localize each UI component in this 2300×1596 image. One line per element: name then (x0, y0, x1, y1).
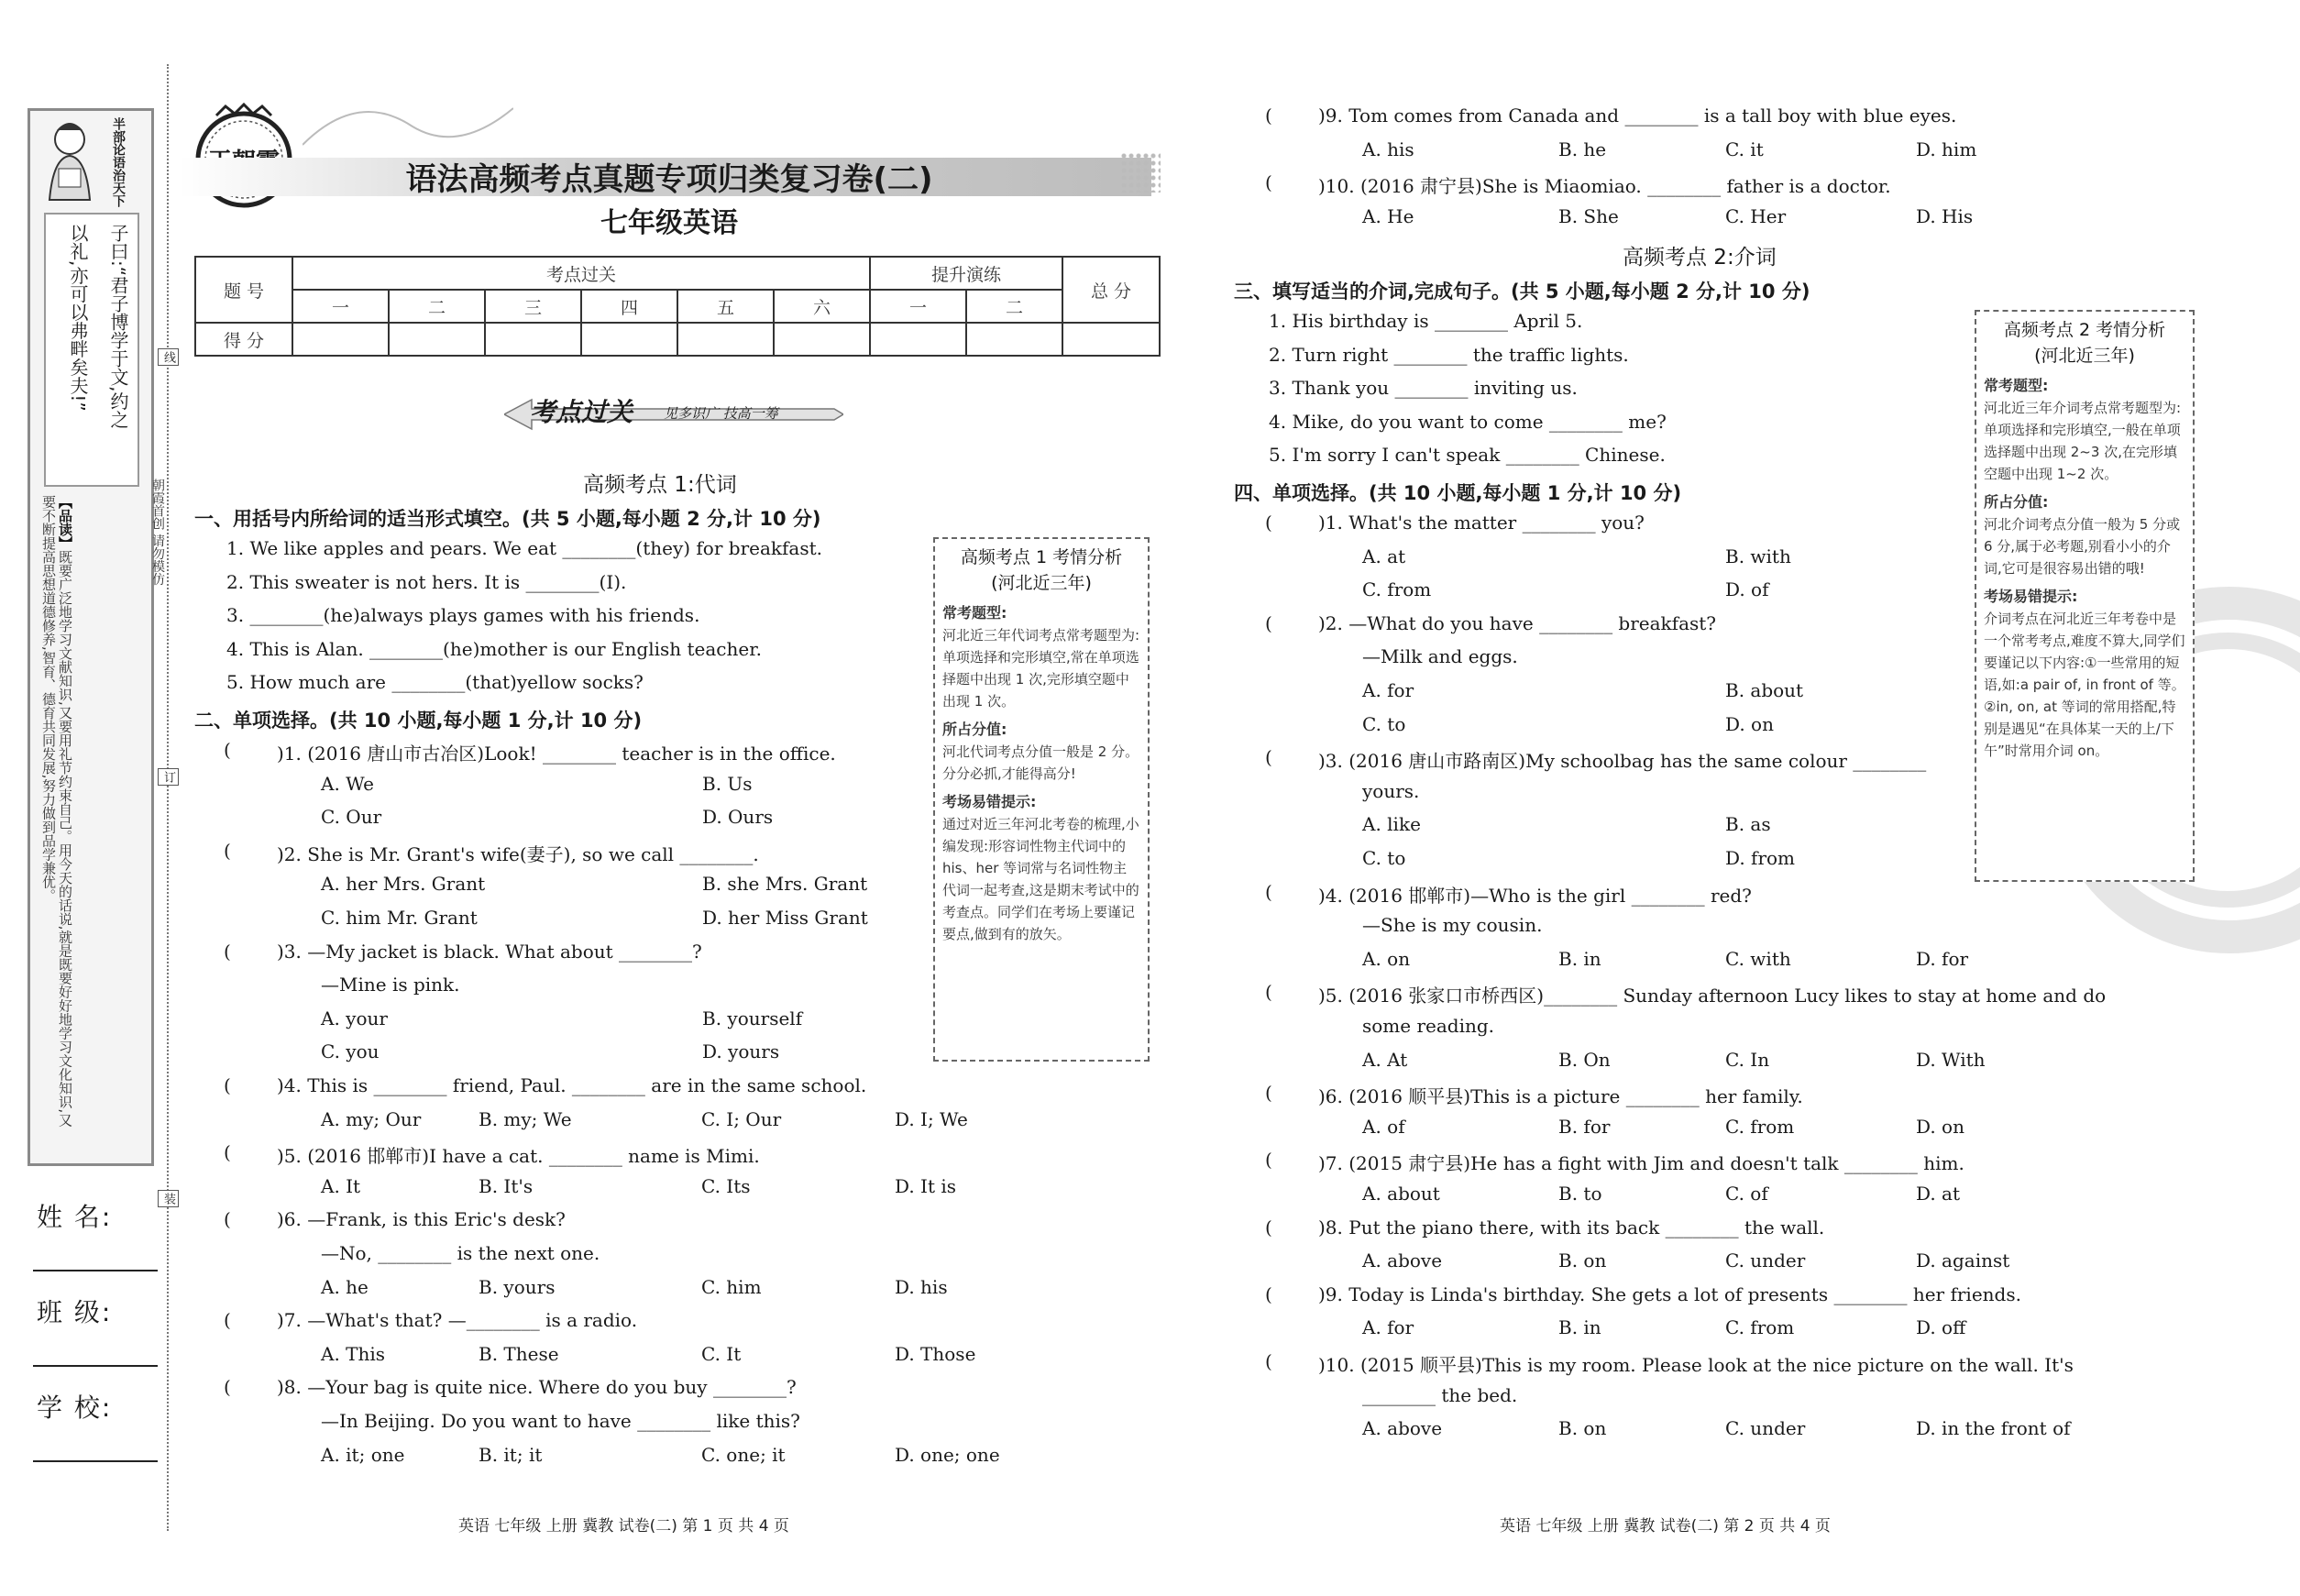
answer-paren-open: ( (1265, 880, 1272, 903)
option-a[interactable]: A. on (1362, 947, 1411, 970)
tip-box-topic1 (933, 537, 1150, 1062)
option-a[interactable]: A. This (321, 1342, 386, 1365)
score-cell[interactable] (1062, 323, 1160, 356)
option-b[interactable]: B. yourself (702, 1007, 803, 1029)
question-stem: )10. (2016 肃宁县)She is Miaomiao. ________ father is a doctor. (1318, 175, 1891, 198)
option-c[interactable]: C. under (1725, 1417, 1806, 1440)
question-stem: )8. Put the piano there, with its back ________ the wall. (1318, 1216, 1825, 1238)
option-a[interactable]: A. about (1362, 1183, 1440, 1205)
option-d[interactable]: D. in the front of (1916, 1417, 2071, 1440)
question-stem: )7. (2015 肃宁县)He has a fight with Jim and doesn't talk ________ him. (1318, 1152, 1964, 1175)
class-line[interactable] (33, 1365, 158, 1367)
fill-item: 2. Turn right ________ the traffic lights. (1269, 343, 1629, 366)
footer-page-2: 英语 七年级 上册 冀教 试卷(二) 第 2 页 共 4 页 (1500, 1517, 1831, 1535)
option-c[interactable]: C. to (1362, 847, 1406, 869)
option-b[interactable]: B. on (1558, 1417, 1607, 1440)
question-stem: )10. (2015 顺平县)This is my room. Please look at the nice picture on the wall. It's (1318, 1354, 2074, 1376)
answer-paren-open: ( (1265, 746, 1272, 769)
option-c[interactable]: C. Its (701, 1174, 751, 1197)
section2-heading: 二、单项选择。(共 10 小题,每小题 1 分,计 10 分) (194, 710, 643, 732)
section3-heading: 三、填写适当的介词,完成句子。(共 5 小题,每小题 2 分,计 10 分) (1234, 281, 1810, 303)
answer-blank[interactable] (1276, 1149, 1324, 1172)
answer-paren-open: ( (224, 1376, 231, 1399)
banner-side: 见多识广 技高一筹 (664, 405, 778, 422)
name-label: 姓 名: (37, 1202, 113, 1232)
option-b[interactable]: B. about (1725, 679, 1804, 701)
col-5: 五 (677, 290, 774, 323)
fill-item: 5. I'm sorry I can't speak ________ Chinese. (1269, 444, 1666, 467)
option-a[interactable]: A. It (321, 1174, 361, 1197)
col-4: 四 (581, 290, 677, 323)
option-b[interactable]: B. in (1558, 947, 1601, 970)
option-b[interactable]: B. on (1558, 1249, 1607, 1272)
option-a[interactable]: A. At (1362, 1048, 1408, 1071)
question-line2: —Milk and eggs. (1362, 645, 1518, 668)
question-stem: )3. (2016 唐山市路南区)My schoolbag has the same colour ________ (1318, 750, 1927, 773)
answer-blank[interactable] (1276, 612, 1324, 636)
option-b[interactable]: B. She (1558, 204, 1619, 227)
total-label: 总 分 (1062, 257, 1160, 323)
tip1-title-2: (河北近三年) (991, 573, 1092, 593)
option-d[interactable]: D. against (1916, 1249, 2010, 1272)
topic1-title: 高频考点 1:代词 (583, 473, 737, 497)
brand-tagline: 半部论语治天下 (111, 117, 126, 207)
fill-item: 2. This sweater is not hers. It is ________(I). (226, 570, 627, 593)
question-line2: —Mine is pink. (321, 974, 460, 996)
tip1-type-text: 河北近三年代词考点常考题型为:单项选择和完形填空,常在单项选择题中出现 1 次,完形填空题中出现 1 次。 (942, 627, 1140, 710)
question-stem: )4. (2016 邯郸市)—Who is the girl ________ red? (1318, 884, 1752, 907)
col-3: 三 (485, 290, 581, 323)
option-a[interactable]: A. of (1362, 1115, 1405, 1138)
option-d[interactable]: D. his (895, 1275, 948, 1298)
question-line2: —She is my cousin. (1362, 914, 1543, 937)
option-b[interactable]: B. On (1558, 1048, 1611, 1071)
question-stem: )1. (2016 唐山市古冶区)Look! ________ teacher is in the office. (277, 743, 836, 765)
fill-item: 5. How much are ________(that)yellow socks? (226, 671, 644, 694)
question-line2: some reading. (1362, 1015, 1495, 1037)
page-title: 语法高频考点真题专项归类复习卷(二) (405, 161, 933, 198)
option-a[interactable]: A. for (1362, 1316, 1414, 1339)
option-d[interactable]: D. His (1916, 204, 1974, 227)
col-2: 二 (389, 290, 485, 323)
option-d[interactable]: D. on (1916, 1115, 1964, 1138)
answer-blank[interactable] (1276, 881, 1324, 905)
tip1-score-text: 河北代词考点分值一般是 2 分。分分必抓,才能得高分! (942, 743, 1139, 782)
tip2-type-text: 河北近三年介词考点常考题型为:单项选择和完形填空,一般在单项选择题中出现 2~3 次,在完形填空题中出现 1~2 次。 (1984, 400, 2182, 482)
row-label-number: 题 号 (195, 257, 292, 323)
question-stem: )2. —What do you have ________ breakfast? (1318, 611, 1717, 634)
question-stem: )2. She is Mr. Grant's wife(妻子), so we call ________. (277, 842, 759, 865)
quote-box (44, 213, 139, 487)
score-table (194, 256, 1161, 357)
option-d[interactable]: D. With (1916, 1048, 1986, 1071)
answer-paren-open: ( (1265, 611, 1272, 634)
answer-blank[interactable] (1276, 1082, 1324, 1106)
option-b[interactable]: B. yours (479, 1275, 556, 1298)
tip1-error-text: 通过对近三年河北考卷的梳理,小编发现:形容词性物主代词中的 his、her 等词常与名词性物主代词一起考查,这是期末考试中的考查点。同学们在考场上要谨记要点,做到有的放矢。 (942, 816, 1139, 942)
confucius-figure (37, 117, 103, 204)
option-c[interactable]: C. under (1725, 1249, 1806, 1272)
option-c[interactable]: C. In (1725, 1048, 1770, 1071)
option-a[interactable]: A. his (1362, 138, 1414, 160)
group-kaodian: 考点过关 (292, 257, 870, 290)
banner-main: 考点过关 (530, 397, 633, 427)
answer-paren-open: ( (224, 839, 231, 862)
option-d[interactable]: D. off (1916, 1316, 1966, 1339)
footer-page-1: 英语 七年级 上册 冀教 试卷(二) 第 1 页 共 4 页 (458, 1517, 789, 1535)
option-d[interactable]: D. It is (895, 1174, 956, 1197)
answer-blank[interactable] (1276, 1216, 1324, 1240)
fill-item: 4. This is Alan. ________(he)mother is our English teacher. (226, 637, 762, 660)
tip2-type-label: 常考题型: (1984, 377, 2049, 394)
tip2-score-label: 所占分值: (1984, 493, 2049, 511)
option-b[interactable]: B. my; We (479, 1107, 572, 1130)
answer-blank[interactable] (1276, 1283, 1324, 1307)
row-label-score: 得 分 (195, 323, 292, 356)
answer-blank[interactable] (1276, 512, 1324, 535)
option-a[interactable]: A. it; one (321, 1443, 405, 1466)
score-cell[interactable] (774, 323, 870, 356)
answer-paren-open: ( (1265, 1350, 1272, 1372)
option-d[interactable]: D. I; We (895, 1107, 968, 1130)
question-stem: )1. What's the matter ________ you? (1318, 512, 1645, 534)
option-c[interactable]: C. to (1362, 712, 1406, 735)
quote-line-2: 以礼,亦可以弗畔矣夫!” (67, 224, 89, 412)
tip2-title-2: (河北近三年) (2034, 346, 2135, 366)
answer-blank[interactable] (235, 1141, 282, 1165)
question-stem: )6. (2016 顺平县)This is a picture ________ her family. (1318, 1085, 1803, 1108)
answer-paren-open: ( (224, 1208, 231, 1231)
option-c[interactable]: C. from (1725, 1115, 1795, 1138)
answer-paren-open: ( (224, 739, 231, 761)
question-stem: )9. Tom comes from Canada and ________ is a tall boy with blue eyes. (1318, 105, 1957, 127)
question-line2: —In Beijing. Do you want to have ________ like this? (321, 1410, 800, 1432)
binding-tag-ding: 订 (158, 768, 179, 786)
option-c[interactable]: C. of (1725, 1183, 1768, 1205)
option-c[interactable]: C. you (321, 1040, 380, 1063)
option-b[interactable]: B. These (479, 1342, 559, 1365)
school-line[interactable] (33, 1460, 158, 1462)
option-a[interactable]: A. my; Our (321, 1107, 422, 1130)
option-b[interactable]: B. to (1558, 1183, 1602, 1205)
answer-paren-open: ( (1265, 1082, 1272, 1105)
binding-line (167, 64, 169, 1531)
option-d[interactable]: D. for (1916, 947, 1969, 970)
option-a[interactable]: A. We (321, 772, 374, 795)
page-subtitle: 七年级英语 (600, 207, 738, 239)
option-b[interactable]: B. he (1558, 138, 1607, 160)
option-a[interactable]: A. your (321, 1007, 388, 1029)
answer-blank[interactable] (235, 1074, 282, 1098)
option-c[interactable]: C. him (701, 1275, 762, 1298)
fill-item: 1. His birthday is ________ April 5. (1269, 310, 1583, 332)
option-c[interactable]: C. from (1725, 1316, 1795, 1339)
question-line2: yours. (1362, 779, 1420, 802)
reading-box (40, 495, 138, 1151)
answer-blank[interactable] (235, 1376, 282, 1400)
class-label: 班 级: (37, 1297, 113, 1327)
score-cell[interactable] (581, 323, 677, 356)
option-c[interactable]: C. I; Our (701, 1107, 782, 1130)
answer-paren-open: ( (1265, 105, 1272, 127)
option-d[interactable]: D. Ours (702, 806, 774, 829)
option-a[interactable]: A. like (1362, 813, 1421, 836)
fill-item: 1. We like apples and pears. We eat ________(they) for breakfast. (226, 537, 822, 559)
section1-heading: 一、用括号内所给词的适当形式填空。(共 5 小题,每小题 2 分,计 10 分) (194, 508, 821, 530)
answer-blank[interactable] (1276, 981, 1324, 1005)
col-1: 一 (292, 290, 389, 323)
tip1-score-label: 所占分值: (942, 721, 1007, 738)
answer-blank[interactable] (235, 739, 282, 763)
option-b[interactable]: B. with (1725, 545, 1791, 567)
question-stem: )8. —Your bag is quite nice. Where do you buy ________? (277, 1376, 797, 1399)
question-stem: )9. Today is Linda's birthday. She gets a lot of presents ________ her friends. (1318, 1282, 2021, 1305)
fill-item: 4. Mike, do you want to come ________ me? (1269, 410, 1667, 433)
option-b[interactable]: B. Us (702, 772, 753, 795)
score-cell[interactable] (870, 323, 966, 356)
option-d[interactable]: D. her Miss Grant (702, 907, 868, 929)
answer-paren-open: ( (224, 940, 231, 963)
answer-blank[interactable] (1276, 105, 1322, 128)
option-a[interactable]: A. her Mrs. Grant (321, 873, 486, 896)
col-6: 六 (774, 290, 870, 323)
option-c[interactable]: C. him Mr. Grant (321, 907, 478, 929)
score-cell[interactable] (389, 323, 485, 356)
tip1-type-label: 常考题型: (942, 604, 1007, 622)
option-b[interactable]: B. in (1558, 1316, 1601, 1339)
option-c[interactable]: C. it (1725, 138, 1764, 160)
question-stem: )5. (2016 张家口市桥西区)________ Sunday afternoon Lucy likes to stay at home and do (1318, 985, 2107, 1007)
score-cell[interactable] (292, 323, 389, 356)
score-cell[interactable] (485, 323, 581, 356)
tip2-error-text: 介词考点在河北近三年考卷中是一个常考考点,难度不算大,同学们要谨记以下内容:①一些常用的短语,如:a pair of, in front of 等。②in, on, at 等词的常用搭配,特别是遇见“在具体某一天的上/下午”时常用介词 on。 (1984, 611, 2185, 759)
answer-blank[interactable] (235, 840, 282, 864)
option-d[interactable]: D. yours (702, 1040, 780, 1063)
name-line[interactable] (33, 1270, 158, 1271)
option-d[interactable]: D. Those (895, 1342, 976, 1365)
option-a[interactable]: A. at (1362, 545, 1406, 567)
option-a[interactable]: A. above (1362, 1249, 1443, 1272)
option-c[interactable]: C. from (1362, 578, 1432, 601)
option-c[interactable]: C. It (701, 1342, 742, 1365)
option-d[interactable]: D. one; one (895, 1443, 1000, 1466)
answer-blank[interactable] (1276, 1350, 1324, 1374)
option-d[interactable]: D. at (1916, 1183, 1960, 1205)
answer-paren-open: ( (1265, 1282, 1272, 1305)
topic2-title: 高频考点 2:介词 (1623, 246, 1777, 270)
binding-note: 朝霞首创 请勿模仿 (150, 479, 165, 586)
binding-tag-zhuang: 装 (158, 1190, 179, 1207)
tip2-error-label: 考场易错提示: (1984, 588, 2078, 605)
question-stem: )5. (2016 邯郸市)I have a cat. ________ name is Mimi. (277, 1145, 760, 1168)
option-c[interactable]: C. one; it (701, 1443, 786, 1466)
answer-blank[interactable] (1276, 171, 1322, 195)
reading-label: 【品读】 (57, 495, 73, 550)
answer-paren-open: ( (1265, 512, 1272, 534)
tip1-error-label: 考场易错提示: (942, 793, 1037, 810)
question-stem: )6. —Frank, is this Eric's desk? (277, 1208, 566, 1231)
question-stem: )3. —My jacket is black. What about ________? (277, 940, 702, 963)
option-a[interactable]: A. above (1362, 1417, 1443, 1440)
tip2-title-1: 高频考点 2 考情分析 (2003, 320, 2166, 340)
tip-box-topic2 (1975, 310, 2195, 882)
option-b[interactable]: B. as (1725, 813, 1771, 836)
option-d[interactable]: D. on (1725, 712, 1774, 735)
score-cell[interactable] (677, 323, 774, 356)
option-d[interactable]: D. of (1725, 578, 1769, 601)
answer-paren-open: ( (224, 1309, 231, 1332)
question-stem: )4. This is ________ friend, Paul. ________ are in the same school. (277, 1074, 867, 1096)
answer-paren-open: ( (224, 1141, 231, 1164)
option-b[interactable]: B. she Mrs. Grant (702, 873, 868, 896)
fill-item: 3. ________(he)always plays games with his friends. (226, 604, 700, 627)
tip1-title-1: 高频考点 1 考情分析 (960, 547, 1123, 567)
answer-paren-open: ( (1265, 171, 1272, 194)
binding-tag-line: 线 (158, 348, 179, 366)
col-7: 一 (870, 290, 966, 323)
tip2-score-text: 河北介词考点分值一般为 5 分或 6 分,属于必考题,别看小小的介词,它可是很容易出错的哦! (1984, 516, 2181, 577)
school-label: 学 校: (37, 1392, 113, 1423)
option-a[interactable]: A. he (321, 1275, 369, 1298)
question-stem: )7. —What's that? —________ is a radio. (277, 1309, 638, 1332)
section4-heading: 四、单项选择。(共 10 小题,每小题 1 分,计 10 分) (1234, 482, 1682, 504)
answer-paren-open: ( (224, 1074, 231, 1096)
answer-blank[interactable] (235, 1309, 282, 1333)
quote-line-1: 子曰:“君子博学于文,约之 (107, 224, 129, 429)
option-c[interactable]: C. with (1725, 947, 1791, 970)
option-d[interactable]: D. from (1725, 847, 1796, 869)
option-c[interactable]: C. Our (321, 806, 382, 829)
option-b[interactable]: B. for (1558, 1115, 1611, 1138)
question-line2: —No, ________ is the next one. (321, 1242, 600, 1264)
reading-text: 既要广泛地学习文献知识,又要用礼节约束自己。用今天的话说,就是既要好好地学习文化知识,又要不断提高思想道德修养,智育、德育共同发展,努力做到品学兼优。 (40, 495, 73, 1128)
fill-item: 3. Thank you ________ inviting us. (1269, 377, 1578, 400)
answer-blank[interactable] (235, 941, 282, 964)
col-8: 二 (966, 290, 1062, 323)
option-a[interactable]: A. He (1362, 204, 1414, 227)
answer-paren-open: ( (1265, 981, 1272, 1004)
answer-blank[interactable] (235, 1208, 282, 1232)
answer-blank[interactable] (1276, 746, 1324, 770)
group-tisheng: 提升演练 (870, 257, 1062, 290)
option-d[interactable]: D. him (1916, 138, 1977, 160)
answer-paren-open: ( (1265, 1149, 1272, 1172)
option-a[interactable]: A. for (1362, 679, 1414, 701)
question-line2: ________ the bed. (1362, 1383, 1518, 1406)
answer-paren-open: ( (1265, 1216, 1272, 1238)
option-b[interactable]: B. It's (479, 1174, 534, 1197)
ribbon-decoration (303, 99, 513, 154)
option-c[interactable]: C. Her (1725, 204, 1787, 227)
option-b[interactable]: B. it; it (479, 1443, 543, 1466)
score-cell[interactable] (966, 323, 1062, 356)
